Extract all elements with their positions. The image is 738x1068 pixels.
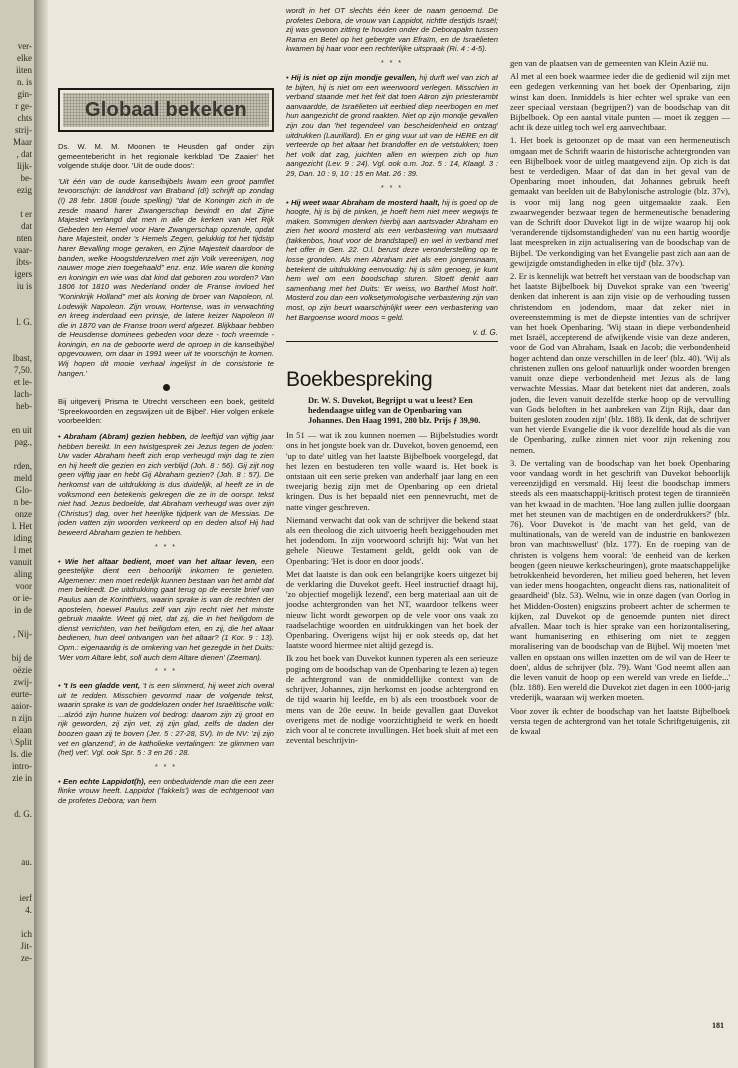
review-paragraph: 1. Het boek is getoonzet op de maat van een hermeneutisch omgaan met de Schrift waarin de historische achtergronden van een Bijbelboek voor de uitleg maatgevend zijn. Op zich is dat best te verdedigen. Maar of dat dan in het geval van de Openbaring moet inhouden, dat Johannes gebruik heeft gemaakt van beelden uit de Babylonische astrologie (blz. 37v), is voor mij lang nog geen uitgemaakte zaak. Een zwaarwegender bezwaar tegen de hermeneutische benadering van de Schrift door Duvekot ligt in de wijze waarop hij ook 'veranderende tijdsomstandigheden' van nu een hartig woordje laat meespreken in zijn actualisering van de boodschap van de Bijbel. 'De verkondiging van het Evangelie past zich aan aan de gewijzigde omstandigheden in elke tijd' (blz. 37v).	[510, 135, 730, 268]
asterism-separator: * * *	[154, 543, 178, 551]
previous-page-fragment: et le-	[13, 377, 32, 387]
saying-title: Een echte Lappidot(h),	[63, 776, 146, 786]
previous-page-fragment: nten	[16, 233, 32, 243]
previous-page-fragment	[0, 448, 34, 460]
review-paragraph: 3. De vertaling van de boodschap van het boek Openbaring voor vandaag wordt in het geschrift van Duvekot behoorlijk vereenzijdigd en versmald. Hij leest die boodschap immers steeds als een maatschappij-kritisch protest tegen de tirannieën van het kwaad in de machten. 'Hoe lang zullen jullie doorgaan met het steunen van de machtigen en de onderdrukkers?' (blz. 76). Voor Duvekot is 'de macht van het geld, van de multinationals, van de wereld van de industrie en bankwezen bron van machtswellust' (blz. 177). En de roeping van de christen is volgens hem vooral: 'de eenheid van de kerken beogen (geen nieuwe kerkscheuringen), grote maatschappelijke betrokkenheid bevorderen, het milieu goed beheren, het leven van ieder mens hoogachten, ongeacht diens ras, nationaliteit of geaardheid' (blz. 53). Welnu, wie in onze dagen (van Oorlog in het Midden-Oosten) enigszins probeert achter de schermen te kijken, zal Duvekot op de genoemde punten niet direct afvallen. Maar toch is hier sprake van een horizontalisering, want humanisering en ethisering om niet te zeggen moralisering van de boodschap van de Bijbel. Wij moeten 'met vallen en opstaan ons willen inzetten om de wil van de Heer te doen', aldus de schrijver (blz. 79). Want 'God neemt allen aan die leven vanuit de hoop op een wereld van vrede en liefde...' (blz. 188). Een wereld die Duvekot ziet dagen in een 1000-jarig vrederijk, waaraan wij werken moeten.	[510, 457, 730, 703]
previous-page-fragment	[0, 616, 34, 628]
previous-page-fragment: eurte-	[11, 689, 32, 699]
review-paragraph: Ik zou het boek van Duvekot kunnen typeren als een serieuze poging om de boodschap van de Openbaring te lezen a) tegen de achtergrond van de onmiddellijke context van de schrijver, Johannes, zijn herkomst en joodse achtergrond en de tijd waarin hij leefde, en b) als een troostboek voor de mens van de 20e eeuw. In beide gevallen gaat Duvekot overigens met de nodige voorzichtigheid te werk en hoedt zich voor al te concrete invullingen. Het boek sluit af met een zevental beschrijvin-	[286, 653, 498, 746]
previous-page-fragment: l. G.	[16, 317, 32, 327]
previous-page-fragment: lach-	[14, 389, 32, 399]
previous-page-fragment: pag.,	[14, 437, 32, 447]
previous-page-fragment: strij-	[15, 125, 32, 135]
previous-page-fragment: ls. die	[10, 749, 32, 759]
previous-page-fragment: , dat	[16, 149, 32, 159]
review-paragraph: Niemand verwacht dat ook van de schrijver die bekend staat als een theoloog die zich uitvoerig heeft beziggehouden met het jodendom. In zijn voorwoord schrijft hij: 'Wat van het gehele Nieuwe Testament geldt, geldt ook van de Openbaring: 'Het is door en door joods'.	[286, 514, 498, 566]
saying-title: Hij weet waar Abraham de mosterd haalt,	[290, 197, 440, 207]
previous-page-fragment	[0, 844, 34, 856]
previous-page-fragment	[0, 916, 34, 928]
previous-page-fragment: onze	[15, 509, 32, 519]
bullet-separator	[163, 384, 170, 391]
saying-title: 't Is een gladde vent,	[63, 681, 141, 691]
previous-page-fragment: heb-	[16, 401, 32, 411]
previous-page-fragment: 4.	[25, 905, 32, 915]
previous-page-fragment: d. G.	[14, 809, 32, 819]
saying-text: hij durft wel van zich af te bijten, hij is niet om een weerwoord verlegen. Misschien in verband staande met het feit dat toen Aäron zijn priesterambt aanvaardde, de Israëlieten uit eerbied diep neerbogen en met hun aangezicht de grond raakten. Niet op zijn mondje gevallen zijn zou dan 'het tegendeel van bescheidenheid en ontzag' uitdrukken (Laurillard). En er ging vuur uit van de HERE en dit verteerde op het altaar het brandoffer en de vetstukken; toen het volk dat zag, juichten allen en wierpen zich op hun aangezicht (Lev. 9 : 24). Vgl. ook o.m. Joz. 5 : 14, Klaagl. 3 : 29, Dan. 10 : 9, 10 : 15 en Mat. 26 : 39.	[286, 72, 498, 178]
saying-text: hij is goed op de hoogte, hij is bij de pinken, je hoeft hem niet meer wegwijs te maken. Sommigen denken hierbij aan aartsvader Abraham en zien het woord mosterd als een verbastering van mutsaard (takkenbos, hout voor de brandstapel) en wel in verband met het offer in Gen. 22. O.l. berust deze veronderstelling op te losse gronden. Als men Abraham ziet als een jongensnaam, betekent de uitdrukking eenvoudig: hij is slim genoeg, je kunt hem wel om een boodschap sturen. Stoett denkt aan samenhang met het Duits: 'Er weiss, wo Barthel Most holt'. Mosterd zou dan een volksetymologische verbastering zijn van most, op zijn beurt waarschijnlijkt weer een verbastering van het Bargoense woord moos = geld.	[286, 197, 498, 322]
previous-page-fragment: in de	[14, 605, 32, 615]
saying-abraham: • Abraham (Abram) gezien hebben, de leeftijd van vijftig jaar hebben bereikt. In een twistgesprek zei Jezus tegen de joden: Uw vader Abraham heeft zich erop verheugd mijn dag te zien en hij heeft die gezien en zich verblijd (Joh. 8 : 56). Gij zijt nog geen vijftig jaar en hebt Gij Abraham gezien? (Joh. 8 : 57). De herkomst van de uitdrukking is dus duidelijk, al heeft ze in de volksmond een betekenis gekregen die ze in de oorspr. tekst niet had. Jezus bedoelde, dat Abraham verheugd was over zijn (Christus') dag, over het heerlijke tijdperk van de Messias. De joden vatten zijn woorden verkeerd op en deden alsof Hij had beweerd Abraham gezien te hebben.	[58, 432, 274, 537]
saying-text: een onbeduidende man die een zeer flinke vrouw heeft. Lappidot ('fakkels') was de echtgenoot van de profetes Debora; van hem	[58, 776, 274, 806]
previous-page-fragment: n zijn	[11, 713, 32, 723]
previous-page-fragment: n. is	[16, 77, 32, 87]
previous-page-fragment: lbast,	[12, 353, 32, 363]
previous-page-fragment: voor	[15, 581, 32, 591]
previous-page-fragment: aling	[14, 569, 32, 579]
review-paragraph: Met dat laatste is dan ook een belangrijke koers uitgezet bij de verklaring die Duvekot geeft. Heel instructief draagt hij, 'zo objectief mogelijk lezend', een berg materiaal aan uit de joodse achtergronden van het NT, waardoor telkens weer nieuw licht wordt geworpen op de vele voor ons vaak zo raadselachtige woorden en uitdrukkingen van het boek der Openbaring. Overigens wijst hij er ook steeds op, dat het laatste woord hiermee niet altijd gezegd is.	[286, 568, 498, 651]
saying-title: Abraham (Abram) gezien hebben,	[63, 432, 187, 442]
previous-page-fragment: zwij-	[13, 677, 32, 687]
previous-page-fragment: vaar-	[13, 245, 32, 255]
previous-page-fragment: l met	[13, 545, 32, 555]
prisma-paragraph: Bij uitgeverij Prisma te Utrecht verscheen een boek, getiteld 'Spreekwoorden en zegswijzen uit de Bijbel'. Hier volgen enkele voorbeelden:	[58, 397, 274, 426]
saying-altaar: • Wie het altaar bedient, moet van het altaar leven, een geestelijke dient een behoorlijk inkomen te genieten. Algemener: men moet redelijk kunnen bestaan van het ambt dat men bekleedt. De uitdrukking gaat terug op de eerste brief van Paulus aan de Korinthiërs, waarin sprake is van de rechten der apostelen, hoewel Paulus zelf van zijn recht niet het minste gebruik maakte. Weet gij niet, dat zij, die in het heiligdom de dienst verrichten, van het heiligdom eten, en zij, die het altaar bedienen, hun deel ontvangen van het altaar? (1 Kor. 9 : 13). Opm.: eigenaardig is de omkering van het gezegde in het Duits: 'Wer vom Altare lebt, soll auch dem Altare dienen' (Zeeman).	[58, 556, 274, 662]
intro-paragraph: Ds. W. M. M. Moonen te Heusden gaf onder zijn gemeentebericht in het regionale kerkblad 'De Zaaier' het volgende stukje door. 'Uit de oude doos':	[58, 142, 274, 171]
previous-page-fragment	[0, 412, 34, 424]
saying-title: Hij is niet op zijn mondje gevallen,	[291, 72, 417, 82]
previous-page-fragment	[0, 304, 34, 316]
previous-page-fragment: ze-	[21, 953, 32, 963]
previous-page-fragment: Jit-	[20, 941, 32, 951]
previous-page-fragment: intro-	[12, 761, 32, 771]
previous-page-fragment: gin-	[17, 89, 32, 99]
asterism-separator: * * *	[154, 763, 178, 771]
review-paragraph: Voor zover ik echter de boodschap van het laatste Bijbelboek versta tegen de achtergrond van het totale Schriftgetuigenis, zit de kwaal	[510, 705, 730, 736]
previous-page-fragment: en uit	[11, 425, 32, 435]
previous-page-fragment	[0, 196, 34, 208]
previous-page-fragment: Glo-	[15, 485, 32, 495]
previous-page-fragment: l. Het	[12, 521, 32, 531]
previous-page-fragment: , Nij-	[13, 629, 32, 639]
previous-page-fragment	[0, 796, 34, 808]
saying-text: een geestelijke dient een behoorlijk inkomen te genieten. Algemener: men moet redelijk kunnen bestaan van het ambt dat men bekleedt. De uitdrukking gaat terug op de eerste brief van Paulus aan de Korinthiërs, waarin sprake is van de rechten der apostelen, hoewel Paulus zelf van zijn recht niet het minste gebruik maakte. Weet gij niet, dat zij, die in het heiligdom de dienst verrichten, van het heiligdom eten, en zij, die het altaar bedienen, hun deel ontvangen van het altaar? (1 Kor. 9 : 13). Opm.: eigenaardig is de omkering van het gezegde in het Duits: 'Wer vom Altare lebt, soll auch dem Altare dienen' (Zeeman).	[58, 556, 274, 662]
previous-page-fragment: ezig	[17, 185, 32, 195]
previous-page-fragment	[0, 328, 34, 340]
previous-page-fragment: chts	[17, 113, 32, 123]
previous-page-fragment: or ie-	[12, 593, 32, 603]
previous-page-fragment: vanuit	[9, 557, 32, 567]
banner-texture	[63, 93, 269, 127]
previous-page-fragment: 7,50.	[14, 365, 32, 375]
review-paragraph: gen van de plaatsen van de gemeenten van Klein Azië nu.	[510, 58, 709, 68]
banner-title: Globaal bekeken	[85, 99, 247, 121]
previous-page-fragment: elke	[17, 53, 32, 63]
previous-page-fragment: oëzie	[13, 665, 32, 675]
asterism-separator: * * *	[380, 59, 404, 67]
saying-mosterd: • Hij weet waar Abraham de mosterd haalt, hij is goed op de hoogte, hij is bij de pinken, je hoeft hem niet meer wegwijs te maken. Sommigen denken hierbij aan aartsvader Abraham en zien het woord mosterd als een verbastering van mutsaard (takkenbos, hout voor de brandstapel) en wel in verband met het offer in Gen. 22. O.l. berust deze veronderstelling op te losse gronden. Als men Abraham ziet als een jongensnaam, betekent de uitdrukking eenvoudig: hij is slim genoeg, je kunt hem wel om een boodschap sturen. Stoett denkt aan samenhang met het Duits: 'Er weiss, wo Barthel Most holt'. Mosterd zou dan een volksetymologische verbastering zijn van most, op zijn beurt waarschijnlijkt weer een verbastering van het Bargoense woord moos = geld.	[286, 197, 498, 322]
previous-page-fragment: \ Split	[10, 737, 32, 747]
column-right	[510, 0, 730, 739]
page-number: 181	[712, 1021, 724, 1030]
previous-page-fragment: meld	[14, 473, 32, 483]
divider-rule	[286, 341, 498, 342]
previous-page-fragment: bij de	[11, 653, 32, 663]
previous-page-fragment: dat	[21, 221, 32, 231]
previous-page-fragment: n be-	[13, 497, 32, 507]
previous-page-fragment: t er	[20, 209, 32, 219]
saying-gladde-vent: • 't Is een gladde vent, 't is een slimmerd, hij weet zich overal uit te redden. Misschien gevormd naar de volgende tekst, waarin sprake is van de goddelozen onder het Israëlitische volk: ...alzóó zijn hunne huizen vol bedrog: daarom zijn zij groot en rijk geworden, zij zijn vet, zij zijn glad, zelfs de daden der boozen gaan zij te boven (Jer. 5 : 27-28, SV). In de NV: 'zij zijn vet en glanzend', in de katholieke vertalingen: 'ze glimmen van (het) vet'. Vgl. ook Spr. 5 : 3 en 26 : 28.	[58, 681, 274, 758]
previous-page-fragment: ver-	[17, 41, 32, 51]
saying-text: 't is een slimmerd, hij weet zich overal uit te redden. Misschien gevormd naar de volgende tekst, waarin sprake is van de goddelozen onder het Israëlitische volk: ...alzóó zijn hunne huizen vol bedrog: daarom zijn zij groot en rijk geworden, zij zijn vet, zij zijn glad, zelfs de daden der boozen gaan zij te boven (Jer. 5 : 27-28, SV). In de NV: 'zij zijn vet en glanzend', in de katholieke vertalingen: 'ze glimmen van (het) vet'. Vgl. ook Spr. 5 : 3 en 26 : 28.	[58, 681, 274, 758]
review-heading: Boekbespreking	[286, 368, 433, 392]
column-middle	[286, 0, 498, 748]
previous-page-fragment	[0, 880, 34, 892]
previous-page-fragment	[0, 784, 34, 796]
book-gutter	[34, 0, 48, 1068]
saying-title: Wie het altaar bedient, moet van het altaar leven,	[64, 556, 258, 566]
section-banner	[58, 88, 274, 132]
review-paragraph: Al met al een boek waarmee ieder die de gedienid wil zijn met een gedegen verkenning van het boek der Openbaring, zijn winst kan doen. Inmiddels is hier echter wel sprake van een zeer speciaal verstaan (begrijpen?) van de boodschap van dit Bijbelboek. Op een aantal vitale punten — moet ik zeggen — acht ik deze uitleg toch wel erg aanvechtbaar.	[510, 71, 730, 133]
previous-page-fragment: r ge-	[15, 101, 32, 111]
previous-page-fragment: iding	[13, 533, 32, 543]
book-details: Dr. W. S. Duvekot, Begrijpt u wat u leest? Een hedendaagse uitleg van de Openbaring van Johannes. Den Haag 1991, 280 blz. Prijs ƒ 39,90.	[308, 396, 481, 426]
previous-page-fragment	[0, 868, 34, 880]
previous-page-fragment: igers	[14, 269, 32, 279]
previous-page-fragment: Maar	[13, 137, 32, 147]
previous-page-fragment: lijk-	[17, 161, 32, 171]
asterism-separator: * * *	[380, 184, 404, 192]
review-paragraph: 2. Er is kennelijk wat betreft het verstaan van de boodschap van het laatste Bijbelboek bij Duvekot sprake van een 'tweerig' denken dat inherent is aan zijn visie op de verhouding tussen christendom en jodendom, maar dat zeker niet in overeenstemming is met de diepste intenties van de schrijver van het boek Openbaring. 'Wij staan in diepe verbondenheid met Israël, accepterend de afwijkende visie van deze anderen, voor de God van Abraham, Isaak en Jacob; die verbondenheid hoger achtend dan onze verschillen in de leer' (blz. 40). 'Wij als christenen zullen ons geloof natuurlijk onder woorden brengen vanuit onze diepe verbondenheid met Jezus als de lang verwachte Messias. Maar dat betekent niet dat anderen, zoals joden, die leven vanuit dezelfde sterke hoop op de vervulling van Gods beloften in het aanbreken van Zijn Rijk, daar dan buiten gesloten zouden zijn' (blz. 188). Ik denk, dat de schrijver van het vierde Evangelie die ik voor dezelfde houd als die van de Openbaring, zulke zinnen niet voor zijn rekening zou nemen.	[510, 271, 730, 455]
previous-page-fragment: rden,	[13, 461, 32, 471]
signature: v. d. G.	[472, 328, 498, 338]
previous-page-fragment: be-	[20, 173, 32, 183]
previous-page-fragment: ich	[21, 929, 32, 939]
previous-page-fragment	[0, 340, 34, 352]
previous-page-fragment	[0, 640, 34, 652]
previous-page-fragment: iu is	[16, 281, 32, 291]
previous-page-fragment: zie in	[12, 773, 32, 783]
quote-paragraph: 'Uit één van de oude kanselbijbels kwam een groot pamflet tevoorschijn: de landdrost van Braband (d!) schrijft op zondag (!) 28 febr. 1808 (oude spelling) "dat de Koningin zich in de zesde maand harer Zwangerschap bevindt en dat Zijne Majesteit verlangd dat men in alle de kerken van Het Rijk Gebeden ten Hemel voor Hare Zwangerschap opzende, opdat hare Majesteit, onder 's Hemels Zegen, gelukkig tot het tijdstip harer Bevalling moge geraken, en Zijne Majesteit daardoor de banden, welke Hoogstdenzelven met zijn Volk vereenigen, nog nauwer moge zien toegehaald" enz. enz. Wie waren die koning en koningin en wie was dat kind dat geboren zou worden? Van 1806 tot 1810 was Nederland onder de Franse invloed het "Koninkrijk Holland" met als koning de broer van Napoleon, nl. Lodewijk Napoleon. Zijn vrouw, Hortense, was in verwachting en kreeg inderdaad een prinsje, de latere keizer Napoleon III die in 1870 van de Franse troon werd afgezet. Blijkbaar hebben de Heusdense dominees gebeden voor deze - toch vreemde - koningin, en na de geboorte werd de oproep in de kanselbijbel opgevouwen, om daar in 1991 weer uit te voorschijn te komen. Wij hopen dit mooie verhaal ingelijst in de consistorie te hangen.'	[58, 176, 274, 378]
saying-mondje: • Hij is niet op zijn mondje gevallen, hij durft wel van zich af te bijten, hij is niet om een weerwoord verlegen. Misschien in verband staande met het feit dat toen Aäron zijn priesterambt aanvaardde, de Israëlieten uit eerbied diep neerbogen en met hun aangezicht de grond raakten. Niet op zijn mondje gevallen zijn zou dan 'het tegendeel van bescheidenheid en ontzag' uitdrukken (Laurillard). En er ging vuur uit van de HERE en dit verteerde op het altaar het brandoffer en de vetstukken; toen het volk dat zag, juichten allen en wierpen zich op hun aangezicht (Lev. 9 : 24). Vgl. ook o.m. Joz. 5 : 14, Klaagl. 3 : 29, Dan. 10 : 9, 10 : 15 en Mat. 26 : 39.	[286, 72, 498, 178]
previous-page-fragment	[0, 292, 34, 304]
asterism-separator: * * *	[154, 668, 178, 676]
previous-page-fragment: elaan	[13, 725, 32, 735]
previous-page-fragment: ibts-	[15, 257, 32, 267]
continued-paragraph: wordt in het OT slechts één keer de naam genoemd. De profetes Debora, de vrouw van Lappidot, richtte destijds Israël; zij was gewoon zitting te houden onder de Deborapalm tussen Rama en Betel op het gebergte van Efraïm, en de Israëlieten kwamen bij haar voor een rechterlijke uitspraak (Ri. 4 : 4-5).	[286, 6, 498, 54]
previous-page-fragment: au.	[21, 857, 32, 867]
previous-page-fragment	[0, 820, 34, 832]
review-paragraph: In 51 — wat ik zou kunnen noemen — Bijbelstudies wordt ons in het jongste boek van dr. Duvekot, boven genoemd, een 'up to date' uitleg van het laatste Bijbelboek voorgelegd, dat het lezen en bestuderen ten volle waard is. Het boek is ontstaan uit een serie preken van anderhalf jaar lang en een tweejarig bezig zijn met de Openbaring op een drietal kringen. Dus is het bepaald niet een pennevrucht, met de natte vinger geschreven.	[286, 430, 498, 512]
column-left	[58, 0, 274, 812]
previous-page-fragment: iiten	[16, 65, 32, 75]
saying-lappidoth: • Een echte Lappidot(h), een onbeduidende man die een zeer flinke vrouw heeft. Lappidot ('fakkels') was de echtgenoot van de profetes Debora; van hem	[58, 776, 274, 806]
previous-page-fragment	[0, 832, 34, 844]
magazine-page	[48, 0, 738, 1068]
previous-page-edge	[0, 0, 35, 1068]
previous-page-fragment: aaior-	[11, 701, 32, 711]
previous-page-fragment: ierf	[19, 893, 32, 903]
saying-text: de leeftijd van vijftig jaar hebben bereikt. In een twistgesprek zei Jezus tegen de joden: Uw vader Abraham heeft zich erop verheugd mijn dag te zien en hij heeft die gezien en zich verblijd (Joh. 8 : 56). Gij zijt nog geen vijftig jaar en hebt Gij Abraham gezien? (Joh. 8 : 57). De herkomst van de uitdrukking is dus duidelijk, al heeft ze in de volksmond een betekenis gekregen die ze in de oorspr. tekst niet had. Jezus bedoelde, dat Abraham verheugd was over zijn (Christus') dag, over het heerlijke tijdperk van de Messias. De joden vatten zijn woorden verkeerd op en deden alsof Hij had beweerd Abraham gezien te hebben.	[58, 432, 274, 537]
